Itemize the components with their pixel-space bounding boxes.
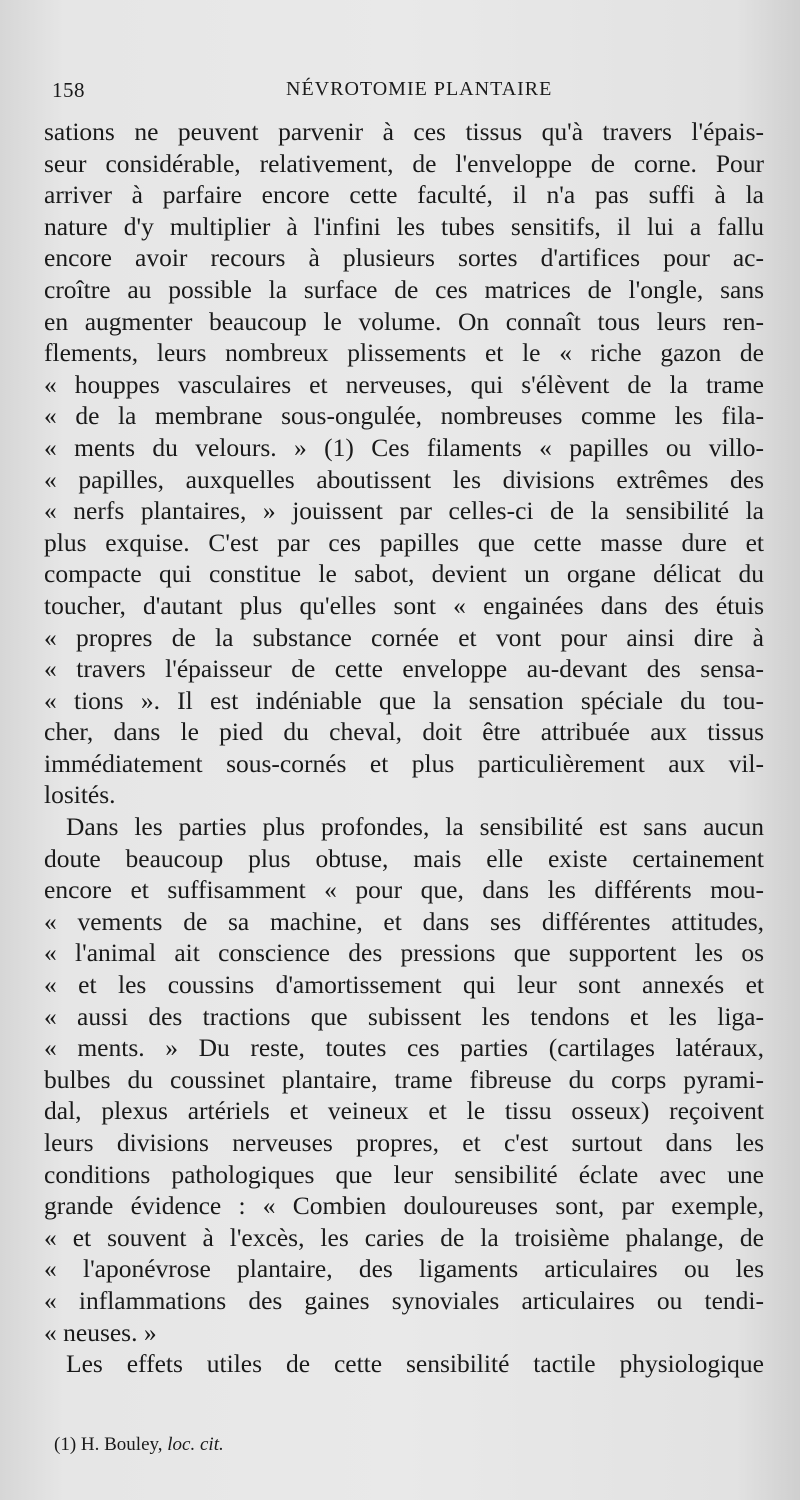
text-line: « l'aponévrose plantaire, des ligaments articulaires ou les <box>44 1254 764 1284</box>
text-line: « tions ». Il est indéniable que la sensation spéciale du tou- <box>44 685 764 715</box>
text-line: seur considérable, relativement, de l'enveloppe de corne. Pour <box>44 148 764 178</box>
text-line: leurs divisions nerveuses propres, et c'est surtout dans les <box>44 1128 764 1157</box>
footnote-citation: loc. cit. <box>167 1434 224 1455</box>
text-line: « et les coussins d'amortissement qui leur sont annexés et <box>44 970 764 1000</box>
text-line: dal, plexus artériels et veineux et le tissu osseux) reçoivent <box>44 1096 764 1126</box>
text-line: immédiatement sous-cornés et plus particulièrement aux vil- <box>44 748 764 778</box>
text-line: losités. <box>44 780 116 810</box>
text-line: encore et suffisamment « pour que, dans les différents mou- <box>44 875 764 905</box>
text-line: « propres de la substance cornée et vont pour ainsi dire à <box>44 622 764 652</box>
text-line: « inflammations des gaines synoviales articulaires ou tendi- <box>44 1285 764 1315</box>
body-text <box>44 116 764 1380</box>
text-line: « neuses. » <box>44 1317 157 1347</box>
page-header <box>52 78 752 106</box>
text-line: « vements de sa machine, et dans ses différentes attitudes, <box>44 906 764 936</box>
text-line: toucher, d'autant plus qu'elles sont « engainées dans des étuis <box>44 590 764 620</box>
text-line: « ments. » Du reste, toutes ces parties (cartilages latéraux, <box>44 1033 764 1063</box>
text-line: « papilles, auxquelles aboutissent les divisions extrêmes des <box>44 464 764 494</box>
text-line: Dans les parties plus profondes, la sensibilité est sans aucun <box>66 812 764 842</box>
text-line: sations ne peuvent parvenir à ces tissus qu'à travers l'épais- <box>44 117 764 146</box>
text-line: arriver à parfaire encore cette faculté, il n'a pas suffi à la <box>44 180 764 210</box>
page-number: 158 <box>52 78 85 102</box>
footnote <box>54 1434 224 1456</box>
text-line: en augmenter beaucoup le volume. On connaît tous leurs ren- <box>44 306 764 336</box>
text-line: « de la membrane sous-ongulée, nombreuses comme les fila- <box>44 401 764 431</box>
text-line: croître au possible la surface de ces matrices de l'ongle, sans <box>44 274 764 304</box>
text-line: « travers l'épaisseur de cette enveloppe au-devant des sensa- <box>44 654 764 684</box>
text-line: plus exquise. C'est par ces papilles que cette masse dure et <box>44 527 764 557</box>
text-line: « aussi des tractions que subissent les tendons et les liga- <box>44 1001 764 1031</box>
text-line: « ments du velours. » (1) Ces filaments « papilles ou villo- <box>44 432 764 462</box>
text-line: grande évidence : « Combien douloureuses sont, par exemple, <box>44 1191 764 1221</box>
text-line: Les effets utiles de cette sensibilité tactile physiologique <box>66 1349 764 1379</box>
text-line: conditions pathologiques que leur sensibilité éclate avec une <box>44 1159 764 1189</box>
running-head: NÉVROTOMIE PLANTAIRE <box>286 78 553 100</box>
footnote-marker: (1) H. Bouley, <box>54 1434 163 1455</box>
text-line: doute beaucoup plus obtuse, mais elle existe certainement <box>44 843 764 873</box>
text-line: flements, leurs nombreux plissements et le « riche gazon de <box>44 338 764 368</box>
text-line: « nerfs plantaires, » jouissent par celles-ci de la sensibilité la <box>44 496 764 526</box>
text-line: compacte qui constitue le sabot, devient un organe délicat du <box>44 559 764 589</box>
text-line: bulbes du coussinet plantaire, trame fibreuse du corps pyrami- <box>44 1064 764 1094</box>
text-line: « houppes vasculaires et nerveuses, qui s'élèvent de la trame <box>44 369 764 399</box>
text-line: cher, dans le pied du cheval, doit être attribuée aux tissus <box>44 717 764 747</box>
text-line: « l'animal ait conscience des pressions que supportent les os <box>44 938 764 968</box>
text-line: nature d'y multiplier à l'infini les tubes sensitifs, il lui a fallu <box>44 211 764 241</box>
text-line: « et souvent à l'excès, les caries de la troisième phalange, de <box>44 1222 764 1252</box>
text-line: encore avoir recours à plusieurs sortes d'artifices pour ac- <box>44 243 764 273</box>
